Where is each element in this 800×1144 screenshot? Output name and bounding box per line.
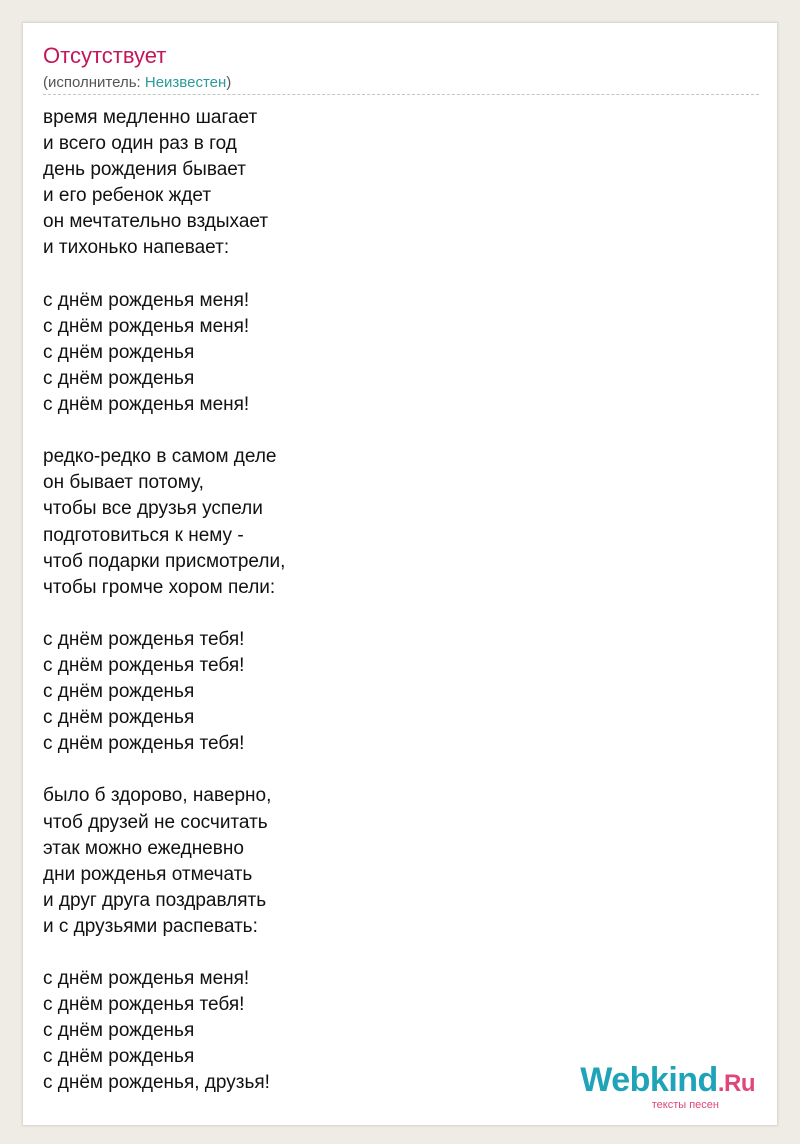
lyrics-line: и всего один раз в год [43, 133, 237, 155]
lyrics-line: с днём рожденья меня! [43, 315, 250, 337]
lyrics-line: день рождения бывает [43, 159, 246, 181]
lyrics-stanza [43, 288, 743, 418]
lyrics-line: чтоб друзей не сосчитать [43, 811, 268, 833]
lyrics-line: с днём рожденья [43, 707, 195, 729]
lyrics-line: с днём рожденья тебя! [43, 994, 245, 1016]
lyrics-line: и тихонько напевает: [43, 237, 230, 259]
lyrics-line: с днём рожденья тебя! [43, 733, 245, 755]
lyrics-stanza [43, 444, 743, 601]
lyrics-line: с днём рожденья [43, 367, 195, 389]
lyrics-line: с днём рожденья меня! [43, 394, 250, 416]
lyrics-line: с днём рожденья, друзья! [43, 1072, 270, 1094]
lyrics-line: с днём рожденья тебя! [43, 628, 245, 650]
lyrics-line: он бывает потому, [43, 472, 204, 494]
artist-line [43, 73, 231, 93]
lyrics-page [22, 22, 778, 1126]
lyrics-line: с днём рожденья [43, 341, 195, 363]
lyrics-line: и с друзьями распевать: [43, 915, 258, 937]
logo-wordmark [580, 1063, 755, 1101]
lyrics-stanza [43, 627, 743, 757]
logo-tld: .Ru [717, 1070, 755, 1097]
lyrics-line: чтобы громче хором пели: [43, 576, 276, 598]
lyrics-line: он мечтательно вздыхает [43, 211, 269, 233]
lyrics-line: с днём рожденья [43, 681, 195, 703]
lyrics-line: чтобы все друзья успели [43, 498, 263, 520]
lyrics-line: дни рожденья отмечать [43, 863, 253, 885]
lyrics-line: этак можно ежедневно [43, 837, 244, 859]
lyrics-line: чтоб подарки присмотрели, [43, 550, 286, 572]
lyrics-line: с днём рожденья [43, 1046, 195, 1068]
logo-main-text: Webkind [580, 1061, 718, 1099]
lyrics-line: с днём рожденья тебя! [43, 654, 245, 676]
lyrics-stanza [43, 105, 743, 262]
lyrics-text [43, 105, 743, 1123]
lyrics-line: редко-редко в самом деле [43, 446, 277, 468]
artist-suffix: ) [226, 74, 232, 91]
lyrics-line: с днём рожденья [43, 1020, 195, 1042]
lyrics-line: и его ребенок ждет [43, 185, 212, 207]
lyrics-line: и друг друга поздравлять [43, 889, 267, 911]
artist-link[interactable]: Неизвестен [144, 74, 227, 91]
lyrics-line: время медленно шагает [43, 107, 258, 128]
logo-tagline: тексты песен [651, 1099, 719, 1111]
lyrics-line: с днём рожденья меня! [43, 968, 250, 990]
title-divider [43, 94, 759, 95]
artist-prefix: (исполнитель: [43, 74, 145, 91]
lyrics-stanza [43, 783, 743, 940]
song-title: Отсутствует [43, 43, 167, 68]
site-logo[interactable] [580, 1063, 755, 1111]
lyrics-line: было б здорово, наверно, [43, 785, 272, 807]
lyrics-line: с днём рожденья меня! [43, 289, 250, 311]
lyrics-line: подготовиться к нему - [43, 524, 244, 546]
